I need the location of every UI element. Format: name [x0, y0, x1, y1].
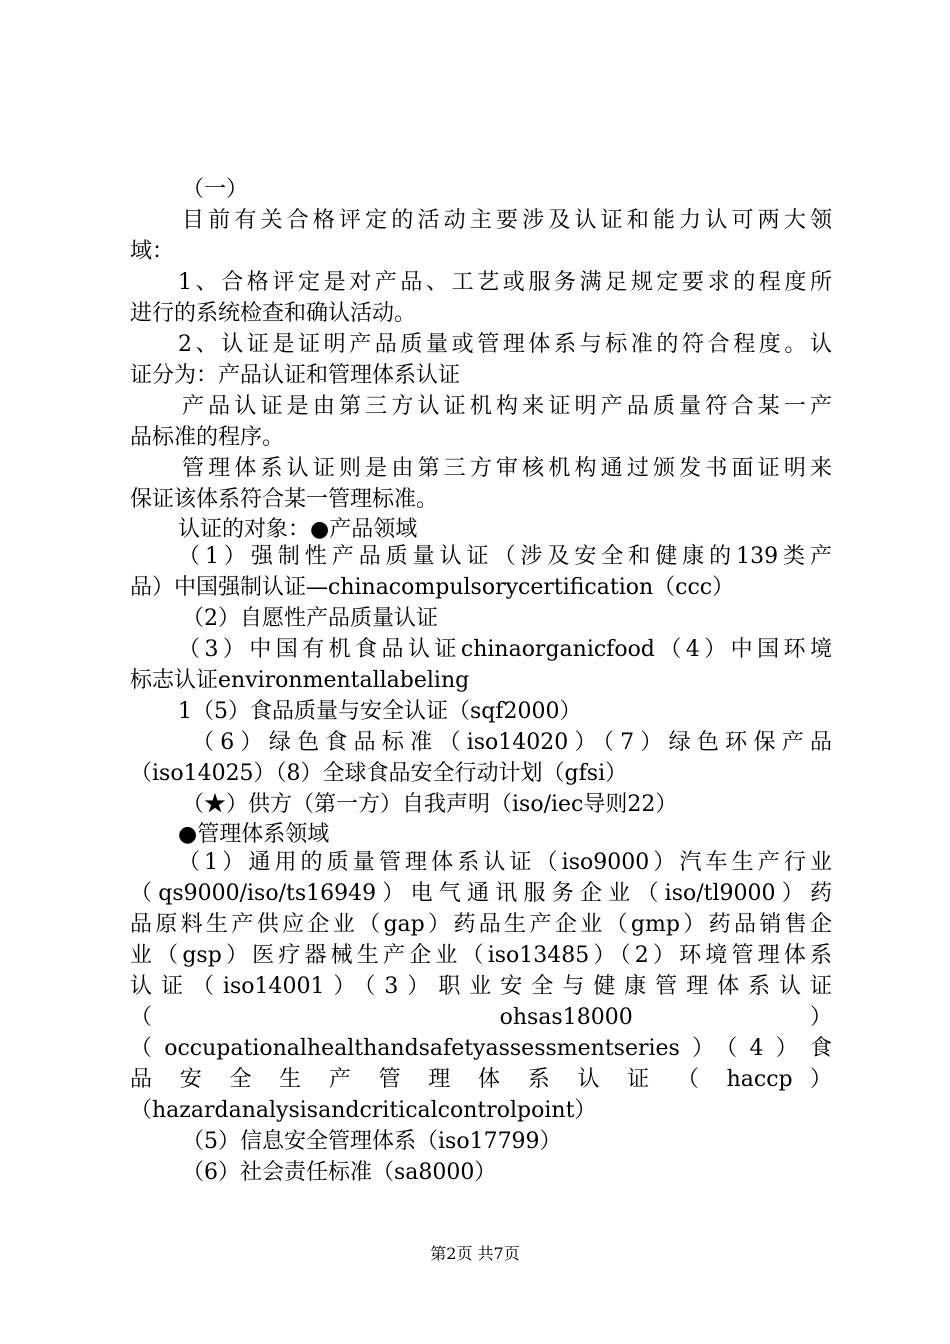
text-line: （hazardanalysisandcriticalcontrolpoint）: [130, 1098, 597, 1123]
text-line: 目前有关合格评定的活动主要涉及认证和能力认可两大领: [182, 208, 832, 233]
text-line: 品 安 全 生 产 管 理 体 系 认 证 （ haccp ）: [130, 1067, 832, 1092]
text-line: 保证该体系符合某一管理标准。: [130, 487, 439, 512]
text-line: （occupationalhealthandsafetyassessmentseries）（4）食: [130, 1036, 832, 1061]
text-line: 1（5）食品质量与安全认证（sqf2000）: [178, 699, 582, 724]
text-line: 品）中国强制认证—chinacompulsorycertification（ccc）: [130, 575, 735, 600]
text-line: 品原料生产供应企业（gap）药品生产企业（gmp）药品销售企: [130, 912, 832, 937]
text-line: （iso14025）（8）全球食品安全行动计划（gfsi）: [130, 761, 628, 786]
text-line: 认证（iso14001）（3）职业安全与健康管理体系认证: [130, 974, 832, 999]
text-line: 标志认证environmentallabeling: [130, 668, 470, 693]
text-line: 域：: [130, 239, 175, 264]
text-line: 产品认证是由第三方认证机构来证明产品质量符合某一产: [182, 394, 832, 419]
text-line: 进行的系统检查和确认活动。: [130, 301, 417, 326]
text-line: 品标准的程序。: [130, 425, 285, 450]
page-footer: 第2页 共7页: [430, 1244, 520, 1263]
text-line: （ ohsas18000 ）: [130, 1005, 832, 1030]
text-line: （qs9000/iso/ts16949）电气通讯服务企业（iso/tl9000）药: [130, 881, 832, 906]
text-line: （6）社会责任标准（sa8000）: [182, 1160, 497, 1185]
text-line: （2）自愿性产品质量认证: [182, 606, 438, 631]
text-line: 认证的对象：●产品领域: [178, 517, 418, 542]
text-line: （★）供方（第一方）自我声明（iso/iec导则22）: [182, 792, 678, 817]
text-line: （6）绿色食品标准（iso14020）（7）绿色环保产品: [192, 730, 832, 755]
text-line: 业（gsp）医疗器械生产企业（iso13485）（2）环境管理体系: [130, 943, 832, 968]
text-line: （5）信息安全管理体系（iso17799）: [182, 1129, 562, 1154]
text-line: （3）中国有机食品认证chinaorganicfood（4）中国环境: [178, 637, 832, 662]
text-line: 证分为：产品认证和管理体系认证: [130, 363, 461, 388]
text-line: （1）通用的质量管理体系认证（iso9000）汽车生产行业: [178, 850, 832, 875]
text-line: 1、合格评定是对产品、工艺或服务满足规定要求的程度所: [178, 270, 832, 295]
text-line: （一）: [182, 177, 249, 202]
text-line: （1）强制性产品质量认证（涉及安全和健康的139类产: [178, 544, 832, 569]
text-line: 2、认证是证明产品质量或管理体系与标准的符合程度。认: [178, 332, 832, 357]
text-line: 管理体系认证则是由第三方审核机构通过颁发书面证明来: [182, 456, 832, 481]
text-line: ●管理体系领域: [178, 822, 330, 847]
